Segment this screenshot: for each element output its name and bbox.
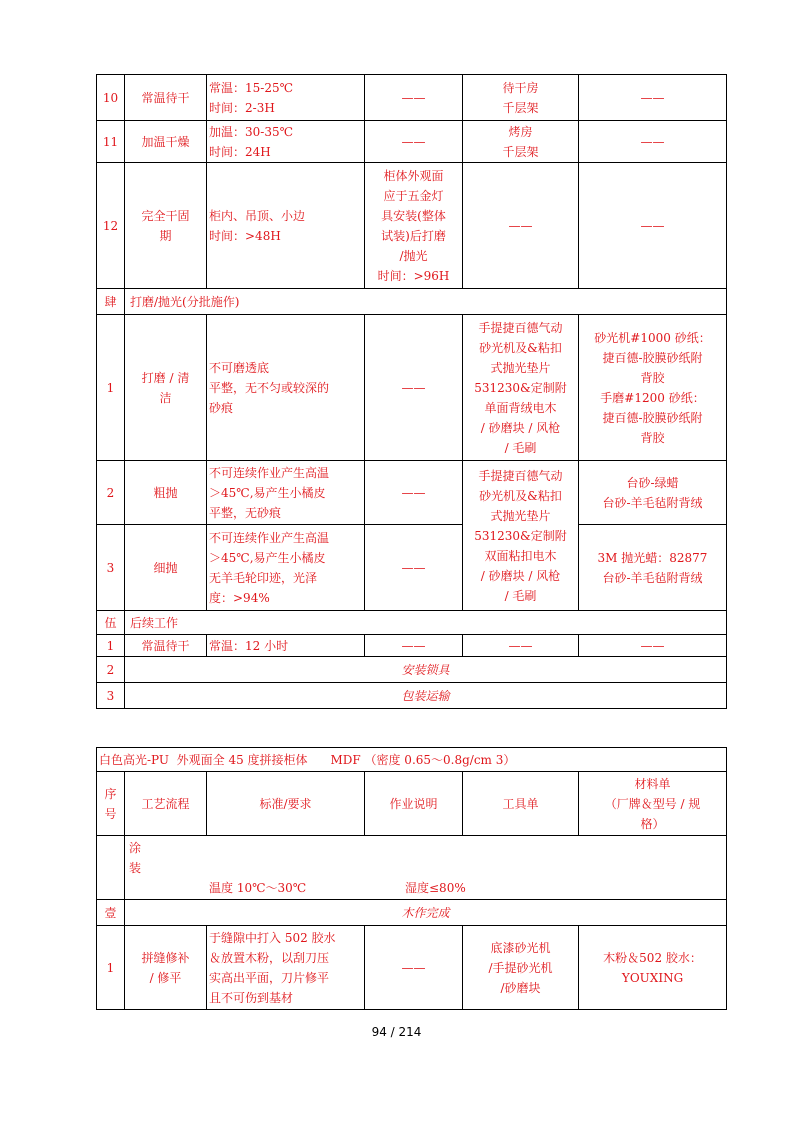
operation-line: /抛光 (399, 248, 428, 263)
process-step (125, 315, 207, 461)
tool-cell (463, 75, 579, 121)
tool-line: 531230&定制附 (474, 380, 567, 395)
standard-line: 于缝隙中打入 502 胶水 (209, 930, 336, 945)
standard-line: 不可连续作业产生高温 (209, 465, 330, 480)
tool-cell: —— (463, 163, 579, 289)
section-title: 打磨/抛光(分批施作) (125, 289, 727, 315)
standard-cell (207, 926, 365, 1010)
standard-cell (207, 121, 365, 163)
material-line: 砂光机#1000 砂纸： (594, 330, 711, 345)
standard-line: 不可连续作业产生高温 (209, 530, 330, 545)
standard-line: 平整，无砂痕 (209, 505, 282, 520)
row-number: 3 (97, 525, 125, 611)
tool-line: 底漆砂光机 (490, 940, 551, 955)
operation-line: 应于五金灯 (383, 188, 444, 203)
header-standard: 标准/要求 (207, 772, 365, 836)
material-line: 背胶 (640, 430, 665, 445)
operation-cell: —— (365, 525, 463, 611)
header-tool: 工具单 (463, 772, 579, 836)
tool-line: 砂光机及&粘扣 (479, 488, 562, 503)
row-number: 1 (97, 926, 125, 1010)
table-row (97, 635, 727, 657)
table-row (97, 315, 727, 461)
table-row (97, 926, 727, 1010)
header-line: 号 (104, 806, 117, 821)
table-row (97, 163, 727, 289)
process-step (125, 926, 207, 1010)
tool-line: 千层架 (502, 100, 539, 115)
operation-cell: —— (365, 635, 463, 657)
process-step: 常温待干 (125, 635, 207, 657)
temperature-text: 温度 10℃～30℃ (209, 881, 307, 895)
material-cell (579, 315, 727, 461)
tool-line: / 毛刷 (504, 440, 537, 455)
standard-line: 时间：24H (209, 144, 271, 159)
tool-line: 手提捷百德气动 (478, 468, 563, 483)
operation-cell: —— (365, 315, 463, 461)
row-number: 10 (97, 75, 125, 121)
row-number: 11 (97, 121, 125, 163)
standard-line: 时间：>48H (209, 228, 281, 243)
standard-line: 平整，无不匀或较深的 (209, 380, 330, 395)
tool-line: 手提捷百德气动 (478, 320, 563, 335)
row-number: 2 (97, 657, 125, 683)
operation-cell: —— (365, 121, 463, 163)
tool-line: 烤房 (508, 124, 533, 139)
coating-conditions (125, 836, 727, 900)
process-step: 粗抛 (125, 461, 207, 525)
header-no (97, 772, 125, 836)
section-number: 壹 (97, 900, 125, 926)
material-line: 台砂-羊毛毡附背绒 (602, 570, 703, 585)
step-line: 完全干固 (141, 208, 190, 223)
process-table-continued (96, 74, 727, 709)
standard-line: 常温：15-25℃ (209, 80, 294, 95)
tool-line: /手提砂光机 (488, 960, 553, 975)
tool-cell (463, 926, 579, 1010)
coating-row (97, 836, 727, 900)
material-cell: —— (579, 163, 727, 289)
header-line: 格） (640, 816, 665, 831)
tool-cell (463, 121, 579, 163)
material-cell (579, 461, 727, 525)
operation-line: 试装)后打磨 (381, 228, 446, 243)
standard-line: 加温：30-35℃ (209, 124, 294, 139)
tool-line: 式抛光垫片 (490, 508, 551, 523)
material-line: 木粉＆502 胶水： (603, 950, 702, 965)
operation-line: 时间：>96H (377, 268, 450, 283)
tool-line: 双面粘扣电木 (484, 548, 557, 563)
tool-cell (463, 315, 579, 461)
step-line: 拼缝修补 (141, 950, 190, 965)
operation-cell: —— (365, 926, 463, 1010)
material-line: 台砂-绿蜡 (626, 475, 679, 490)
standard-line: 不可磨透底 (209, 360, 270, 375)
humidity-text: 湿度≤80% (405, 881, 466, 895)
tool-line: 千层架 (502, 144, 539, 159)
row-number: 3 (97, 683, 125, 709)
material-line: YOUXING (621, 970, 684, 985)
header-line: 序 (104, 786, 117, 801)
section-row (97, 611, 727, 635)
material-line: 捷百德-胶膜砂纸附 (602, 410, 703, 425)
standard-cell (207, 163, 365, 289)
material-line: 3M 抛光蜡：82877 (597, 550, 708, 565)
row-number: 1 (97, 315, 125, 461)
process-step: 细抛 (125, 525, 207, 611)
table-title: 白色高光-PU 外观面全 45 度拼接柜体 MDF （密度 0.65～0.8g/cm 3） (97, 748, 727, 772)
tool-line: 式抛光垫片 (490, 360, 551, 375)
table-title-row (97, 748, 727, 772)
table-row (97, 525, 727, 611)
coating-env (127, 878, 724, 898)
section-row (97, 289, 727, 315)
section-row (97, 900, 727, 926)
tool-line: 待干房 (502, 80, 539, 95)
section-title: 木作完成 (125, 900, 727, 926)
operation-line: 柜体外观面 (383, 168, 444, 183)
tool-cell (463, 461, 579, 611)
material-cell: —— (579, 635, 727, 657)
header-row (97, 772, 727, 836)
material-line: 台砂-羊毛毡附背绒 (602, 495, 703, 510)
standard-cell (207, 315, 365, 461)
empty-cell (97, 836, 125, 900)
table-row (97, 657, 727, 683)
process-step (125, 163, 207, 289)
standard-line: 且不可伤到基材 (209, 990, 294, 1005)
tool-line: / 毛刷 (504, 588, 537, 603)
header-material (579, 772, 727, 836)
process-table-new (96, 747, 727, 1010)
table-row (97, 461, 727, 525)
section-title: 后续工作 (125, 611, 727, 635)
table-row (97, 75, 727, 121)
operation-cell (365, 163, 463, 289)
material-cell: —— (579, 75, 727, 121)
merged-step-title: 包装运输 (125, 683, 727, 709)
standard-line: 砂痕 (209, 400, 234, 415)
material-line: 背胶 (640, 370, 665, 385)
header-line: （厂牌＆型号 / 规 (604, 796, 701, 811)
standard-line: ＞45℃,易产生小橘皮 (209, 550, 326, 565)
table-row (97, 683, 727, 709)
standard-cell: 常温：12 小时 (207, 635, 365, 657)
merged-step-title: 安装锁具 (125, 657, 727, 683)
process-step: 常温待干 (125, 75, 207, 121)
section-number: 肆 (97, 289, 125, 315)
tool-line: 砂光机及&粘扣 (479, 340, 562, 355)
process-step: 加温干燥 (125, 121, 207, 163)
material-cell (579, 525, 727, 611)
coating-label: 装 (129, 861, 142, 875)
standard-line: 度：>94% (209, 590, 270, 605)
tool-line: 531230&定制附 (474, 528, 567, 543)
step-line: / 修平 (149, 970, 182, 985)
standard-line: 实高出平面，刀片修平 (209, 970, 330, 985)
tool-line: 单面背绒电木 (484, 400, 557, 415)
operation-cell: —— (365, 461, 463, 525)
row-number: 2 (97, 461, 125, 525)
standard-cell (207, 461, 365, 525)
material-cell (579, 926, 727, 1010)
tool-line: / 砂磨块 / 风枪 (480, 568, 561, 583)
step-line: 洁 (159, 390, 172, 405)
row-number: 1 (97, 635, 125, 657)
material-line: 捷百德-胶膜砂纸附 (602, 350, 703, 365)
standard-cell (207, 75, 365, 121)
standard-line: 柜内、吊顶、小边 (209, 208, 306, 223)
operation-cell: —— (365, 75, 463, 121)
step-line: 期 (159, 228, 172, 243)
standard-line: 无羊毛轮印迹，光泽 (209, 570, 318, 585)
header-operation: 作业说明 (365, 772, 463, 836)
row-number: 12 (97, 163, 125, 289)
standard-line: ＆放置木粉，以刮刀压 (209, 950, 330, 965)
header-step: 工艺流程 (125, 772, 207, 836)
table-row (97, 121, 727, 163)
section-number: 伍 (97, 611, 125, 635)
page-number: 94 / 214 (371, 1025, 422, 1039)
tool-line: /砂磨块 (500, 980, 541, 995)
material-line: 手磨#1200 砂纸： (600, 390, 705, 405)
coating-label: 涂 (129, 841, 142, 855)
standard-line: 时间：2-3H (209, 100, 275, 115)
step-line: 打磨 / 清 (141, 370, 190, 385)
standard-line: ＞45℃,易产生小橘皮 (209, 485, 326, 500)
material-cell: —— (579, 121, 727, 163)
standard-cell (207, 525, 365, 611)
operation-line: 具安装(整体 (381, 208, 446, 223)
tool-cell: —— (463, 635, 579, 657)
header-line: 材料单 (634, 776, 671, 791)
tool-line: / 砂磨块 / 风枪 (480, 420, 561, 435)
